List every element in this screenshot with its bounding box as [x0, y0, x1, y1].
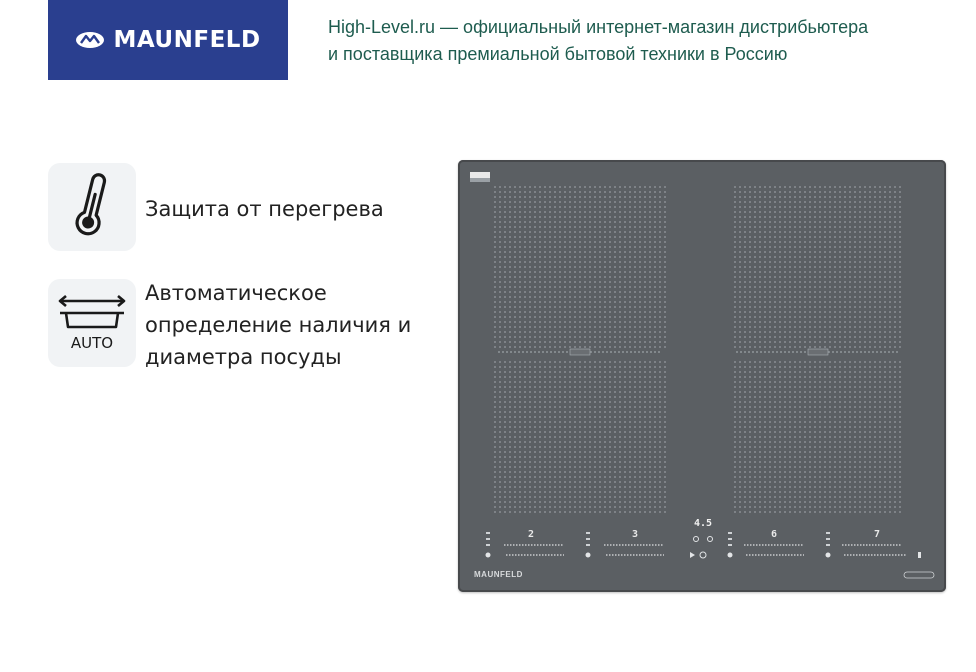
zone-rear-right [732, 358, 904, 516]
tagline-line-1: High-Level.ru — официальный интернет-магазин дистрибьютера [328, 17, 869, 37]
hob-brand-text: MAUNFELD [474, 570, 523, 579]
maunfeld-emblem-icon [75, 31, 105, 49]
hob-timer-display: 4.5 [694, 518, 713, 529]
zone-level-3: 6 [771, 529, 778, 540]
feature-icon-box-auto [48, 279, 136, 367]
feature-label-overheat: Защита от перегрева [145, 197, 384, 221]
store-tagline [328, 14, 948, 68]
zone-level-1: 2 [528, 529, 535, 540]
hob-brand-label [474, 570, 523, 579]
zone-level-2: 3 [632, 529, 639, 540]
auto-label: AUTO [70, 334, 114, 352]
tagline-line-2: и поставщика премиальной бытовой техники в Россию [328, 44, 788, 64]
thermometer-icon [67, 172, 117, 242]
zone-level-4: 7 [874, 529, 881, 540]
zone-rear-left [494, 358, 666, 516]
brand-logo[interactable] [48, 0, 288, 80]
feature-icon-box-overheat [48, 163, 136, 251]
zone-front-right [732, 184, 904, 348]
feature-label-auto: Автоматическое определение наличия и диаметра посуды [145, 281, 412, 369]
logo-text: MAUNFELD [113, 27, 261, 53]
auto-pan-detection-icon [54, 287, 130, 359]
induction-hob-image [458, 160, 946, 592]
zone-front-left [494, 184, 666, 348]
